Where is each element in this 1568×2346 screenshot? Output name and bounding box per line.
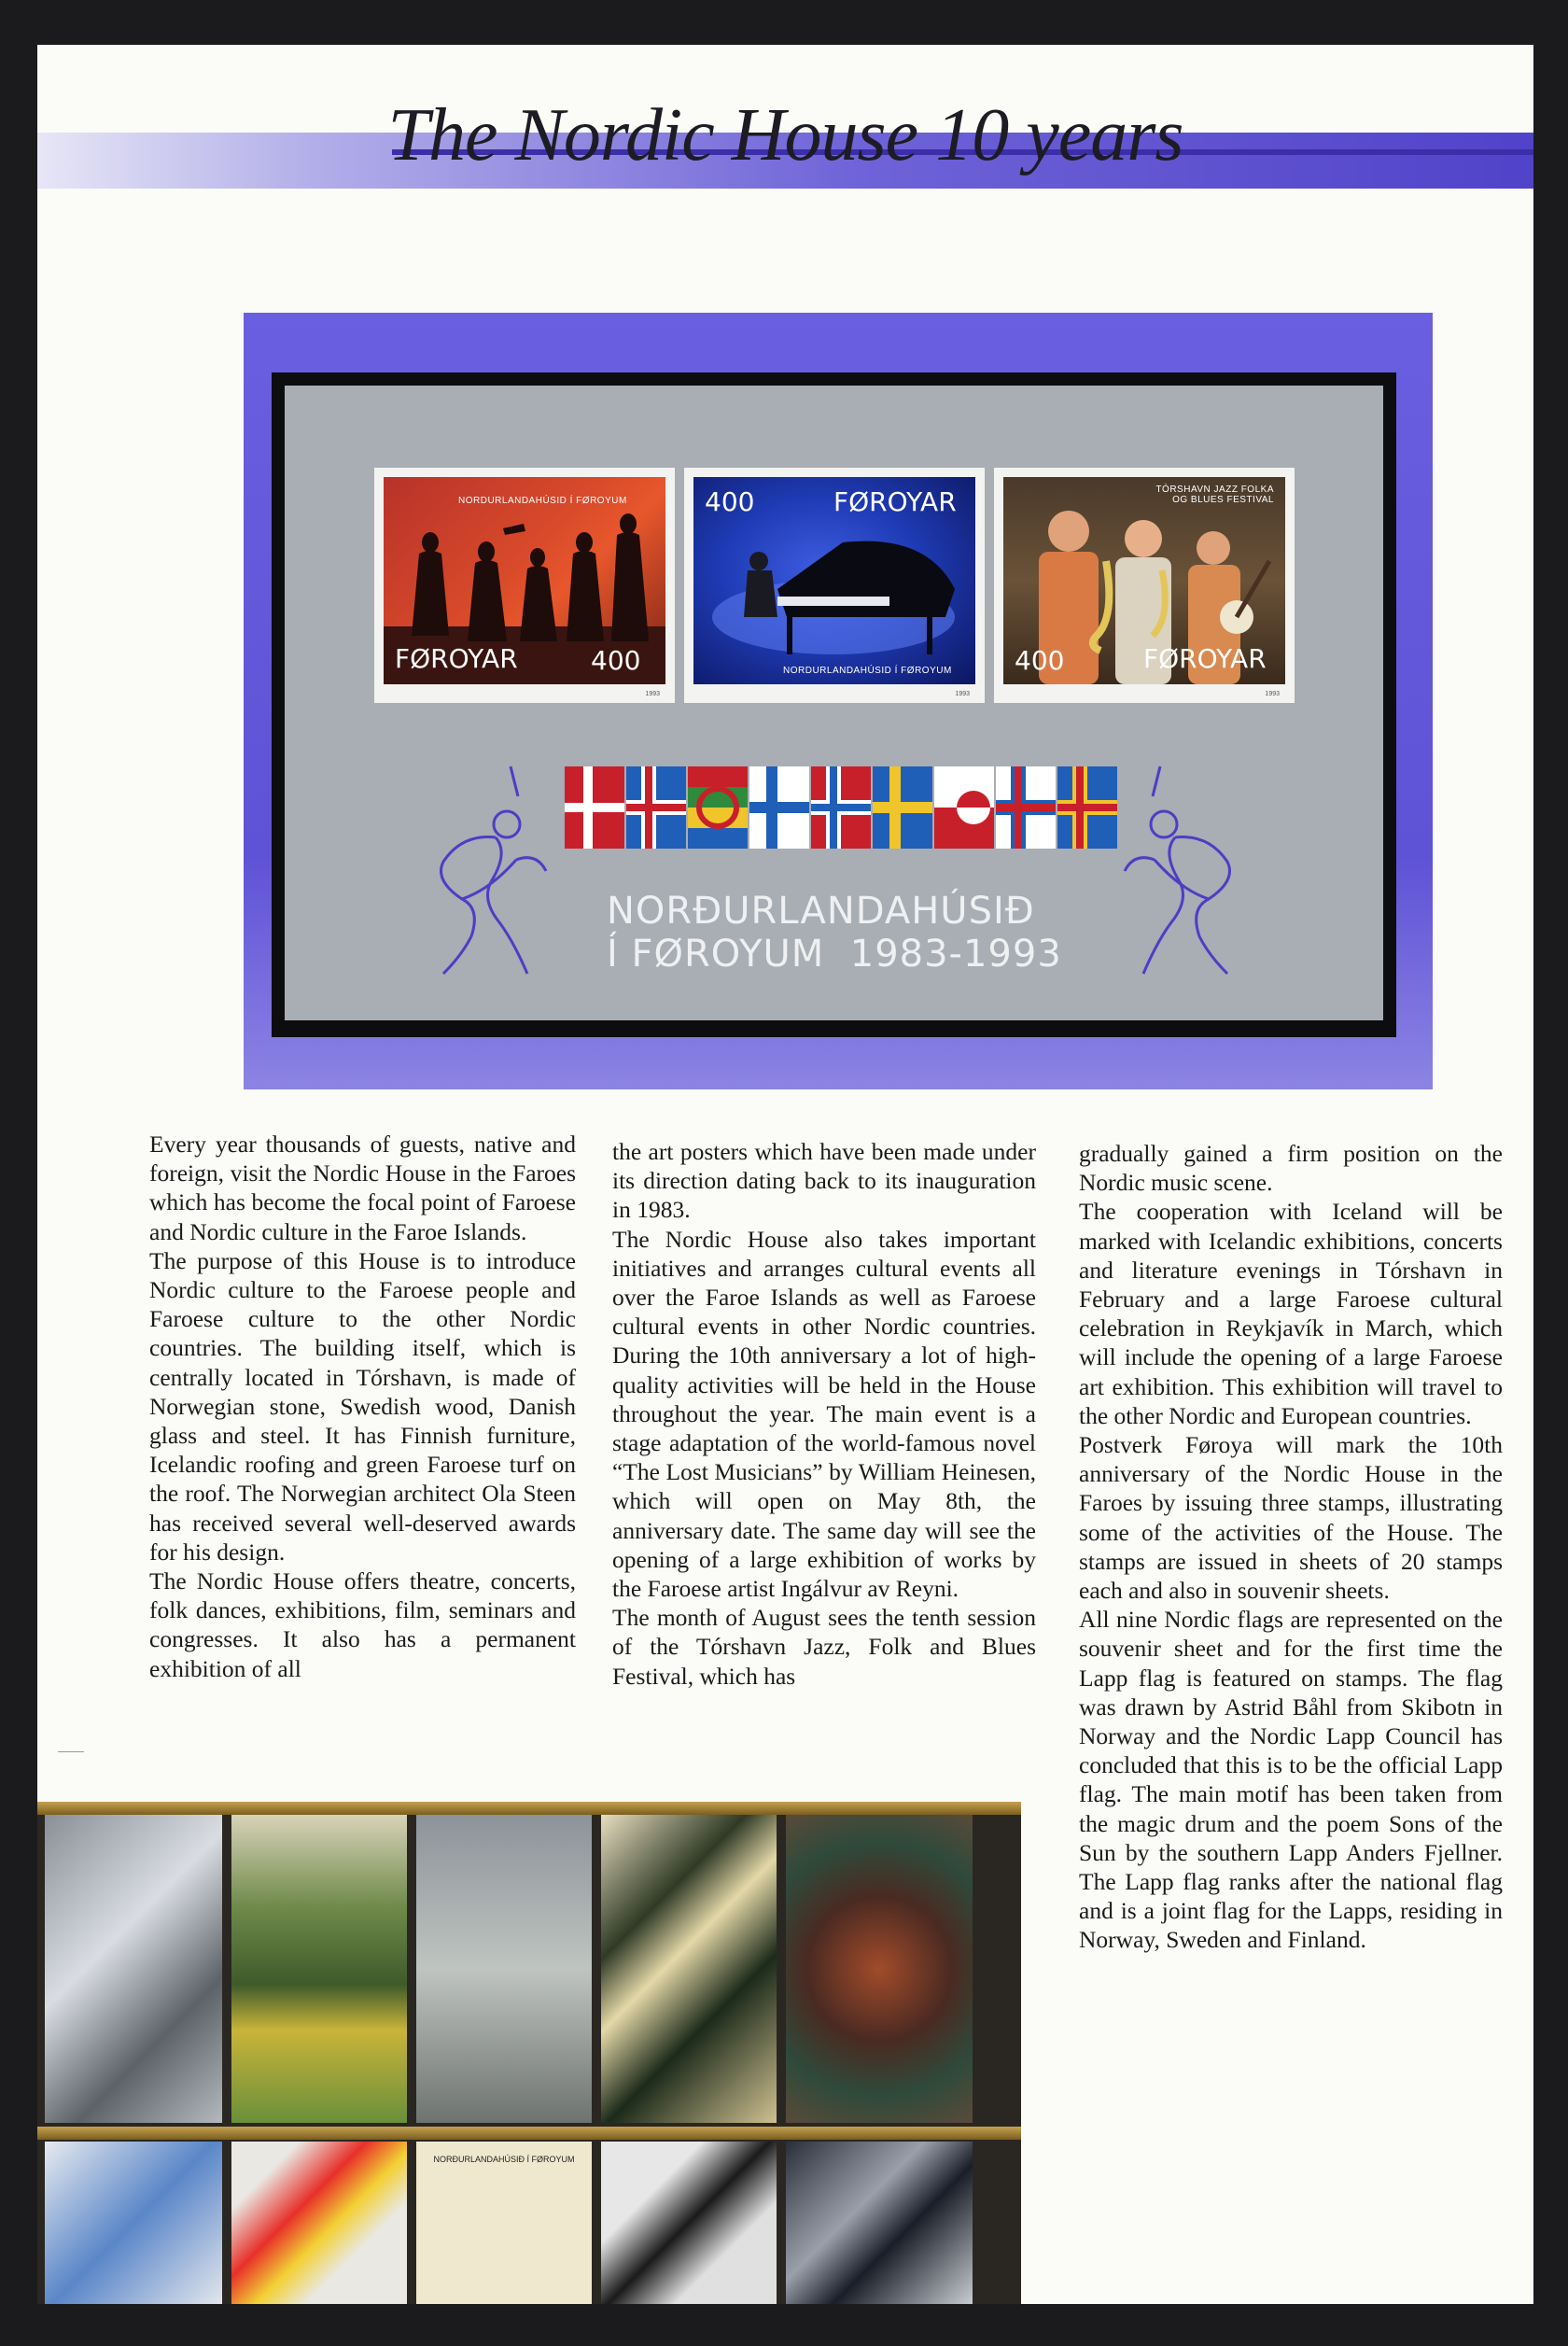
fiddler-right-icon <box>1106 759 1265 983</box>
poster-grey <box>416 1815 592 2123</box>
flags-row-icon <box>565 766 1119 849</box>
paragraph: The Nordic House offers theatre, concerts, folk dances, exhibitions, film, seminars and congresses. It also has a permanent exhibition of all <box>149 1567 576 1682</box>
album-page <box>37 45 1533 2304</box>
text-column-1 <box>149 1130 576 1683</box>
stamp-year: 1993 <box>1265 691 1280 697</box>
rail <box>37 1802 1021 1815</box>
souvenir-sheet-mount <box>244 313 1433 1089</box>
paragraph: The purpose of this House is to introduce Nordic culture to the Faroese people and Faroese culture to the other Nordic countries. The building itself, which is centrally located in Tórshavn, is made of Norwegian stone, Swedish wood, Danish glass and steel. It has Finnish furniture, Icelandic roofing and green Faroese turf on the roof. The Norwegian architect Ola Steen has received several well-deserved awards for his design. <box>149 1246 576 1566</box>
poster-landscape <box>231 1815 407 2123</box>
paragraph: The Nordic House also takes important initiatives and arranges cultural events all over the Faroe Islands as well as Faroese cultural events in other Nordic countries. During the 10th anniversary a lot of high-quality activities will be held in the House throughout the year. The main event is a stage adaptation of the world-famous novel “The Lost Musicians” by William Heinesen, which will open on May 8th, the anniversary date. The same day will see the opening of a large exhibition of works by the Faroese artist Ingálvur av Reyni. <box>612 1225 1036 1603</box>
stamp-caption: NORDURLANDAHÚSID Í FØROYUM <box>458 496 627 506</box>
poster-dark <box>786 1815 973 2123</box>
stamp-year: 1993 <box>955 691 970 697</box>
stamp-jazz <box>996 470 1293 701</box>
stamp-piano-image <box>693 477 975 684</box>
text-column-2 <box>612 1137 1036 1691</box>
nordic-flags <box>565 766 1119 849</box>
paragraph: The cooperation with Iceland will be marked with Icelandic exhibitions, concerts and literature evenings in Tórshavn in February and a large Faroese cultural celebration in Reykjavík in March, which will include the opening of a large Faroese art exhibition. This exhibition will travel to the other Nordic and European countries. <box>1079 1198 1503 1429</box>
poster-black-white <box>601 2142 777 2304</box>
souvenir-sheet <box>285 386 1383 1020</box>
stamp-country: FØROYAR <box>1143 643 1267 674</box>
fiddler-left-icon <box>406 759 565 983</box>
stamp-theatre-image <box>384 477 665 684</box>
sheet-border <box>272 372 1396 1037</box>
stamp-theatre <box>376 470 673 701</box>
paragraph: gradually gained a firm position on the Nordic music scene. <box>1079 1140 1503 1197</box>
stamp-caption: NORDURLANDAHÚSID Í FØROYUM <box>783 666 952 676</box>
stamp-value: 400 <box>591 645 641 676</box>
stamp-country: FØROYAR <box>833 486 957 517</box>
stamp-caption: TÓRSHAVN JAZZ FOLKA OG BLUES FESTIVAL <box>1155 485 1274 505</box>
stamp-jazz-image <box>1003 477 1285 684</box>
stamp-piano <box>686 470 983 701</box>
page-title: The Nordic House 10 years <box>387 94 1183 176</box>
paragraph: The month of August sees the tenth session of the Tórshavn Jazz, Folk and Blues Festival, which has <box>612 1604 1036 1690</box>
stamp-value: 400 <box>705 486 755 517</box>
paragraph: All nine Nordic flags are represented on the souvenir sheet and for the first time the Lapp flag is featured on stamps. The flag was drawn by Astrid Båhl from Skibotn in Norway and the Nordic Lapp Council has concluded that this is to be the official Lapp flag. The main motif has been taken from the magic drum and the poem Sons of the Sun by the southern Lapp Anders Fjellner. The Lapp flag ranks after the national flag and is a joint flag for the Lapps, residing in Norway, Sweden and Finland. <box>1079 1606 1503 1954</box>
paragraph: Every year thousands of guests, native and foreign, visit the Nordic House in the Faroes which has become the focal point of Faroese and Nordic culture in the Faroe Islands. <box>149 1131 576 1245</box>
stamp-country: FØROYAR <box>395 643 518 674</box>
stamp-value: 400 <box>1015 645 1065 676</box>
sheet-inscription-line1: NORÐURLANDAHÚSIÐ <box>607 890 1035 933</box>
paragraph: the art posters which have been made under its direction dating back to its inauguration in 1983. <box>612 1138 1036 1224</box>
poster-blue-strokes <box>45 2142 222 2304</box>
poster-label: NORÐURLANDAHÚSIÐ Í FØROYUM <box>433 2155 575 2164</box>
poster-geometric <box>786 2142 973 2304</box>
sheet-inscription <box>607 890 1129 976</box>
stamp-year: 1993 <box>645 691 660 697</box>
rail <box>37 2127 1021 2140</box>
poster-red-yellow <box>231 2142 407 2304</box>
poster-nordic-house <box>416 2142 592 2304</box>
cut-mark <box>58 1751 84 1752</box>
poster-abstract-grey <box>45 1815 222 2123</box>
sheet-inscription-line2: Í FØROYUM 1983-1993 <box>607 933 1062 976</box>
paragraph: Postverk Føroya will mark the 10th anniversary of the Nordic House in the Faroes by issuing three stamps, illustrating some of the activities of the House. The stamps are issued in sheets of 20 stamps each and also in souvenir sheets. <box>1079 1431 1503 1605</box>
text-column-3 <box>1079 1139 1503 1955</box>
poster-gallery-photo <box>37 1802 1021 2304</box>
poster-figures <box>601 1815 777 2123</box>
